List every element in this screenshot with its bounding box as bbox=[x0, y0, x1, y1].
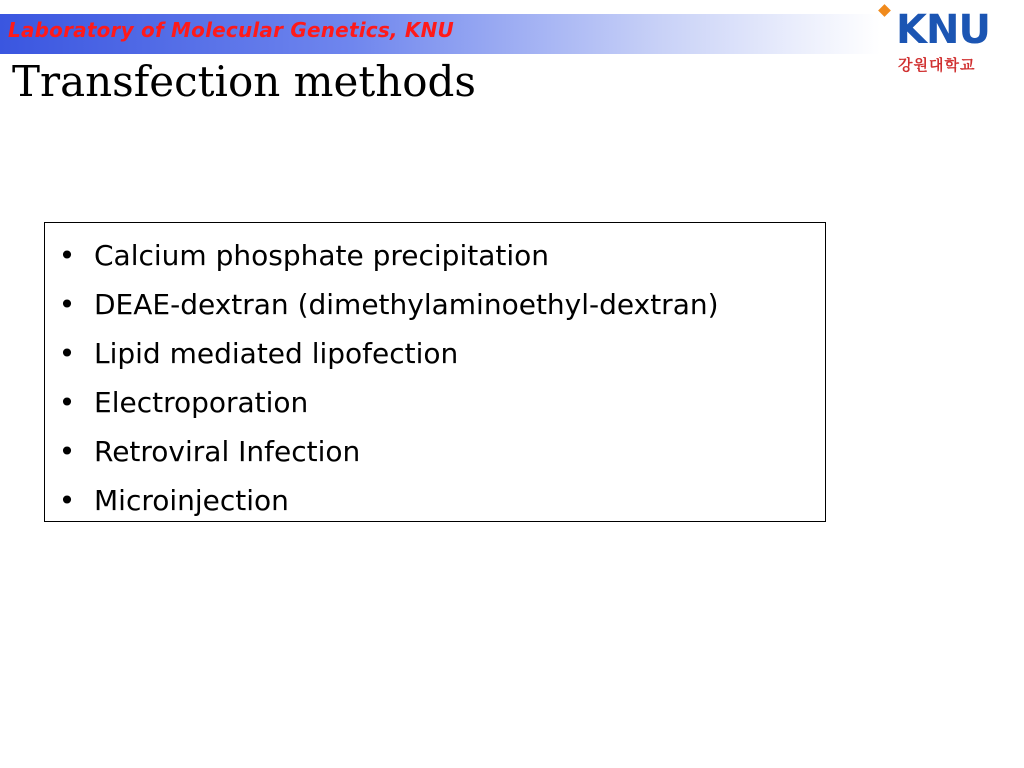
lab-name: Laboratory of Molecular Genetics, KNU bbox=[8, 18, 454, 42]
bullet-icon: • bbox=[58, 484, 76, 517]
bullet-icon: • bbox=[58, 337, 76, 370]
knu-logo bbox=[876, 2, 1016, 78]
list-item bbox=[45, 427, 825, 476]
methods-box bbox=[44, 222, 826, 522]
list-item-text: Retroviral Infection bbox=[94, 435, 361, 468]
logo-diamond-icon bbox=[878, 4, 891, 17]
list-item bbox=[45, 231, 825, 280]
bullet-icon: • bbox=[58, 288, 76, 321]
methods-list bbox=[45, 223, 825, 525]
list-item-text: Lipid mediated lipofection bbox=[94, 337, 459, 370]
list-item bbox=[45, 476, 825, 525]
slide-title: Transfection methods bbox=[12, 57, 476, 106]
bullet-icon: • bbox=[58, 386, 76, 419]
list-item-text: Microinjection bbox=[94, 484, 289, 517]
list-item-text: Calcium phosphate precipitation bbox=[94, 239, 549, 272]
bullet-icon: • bbox=[58, 435, 76, 468]
list-item-text: DEAE-dextran (dimethylaminoethyl-dextran) bbox=[94, 288, 719, 321]
bullet-icon: • bbox=[58, 239, 76, 272]
list-item bbox=[45, 329, 825, 378]
logo-text: KNU bbox=[896, 7, 990, 53]
list-item bbox=[45, 280, 825, 329]
logo-subtitle: 강원대학교 bbox=[898, 56, 976, 74]
list-item-text: Electroporation bbox=[94, 386, 309, 419]
list-item bbox=[45, 378, 825, 427]
